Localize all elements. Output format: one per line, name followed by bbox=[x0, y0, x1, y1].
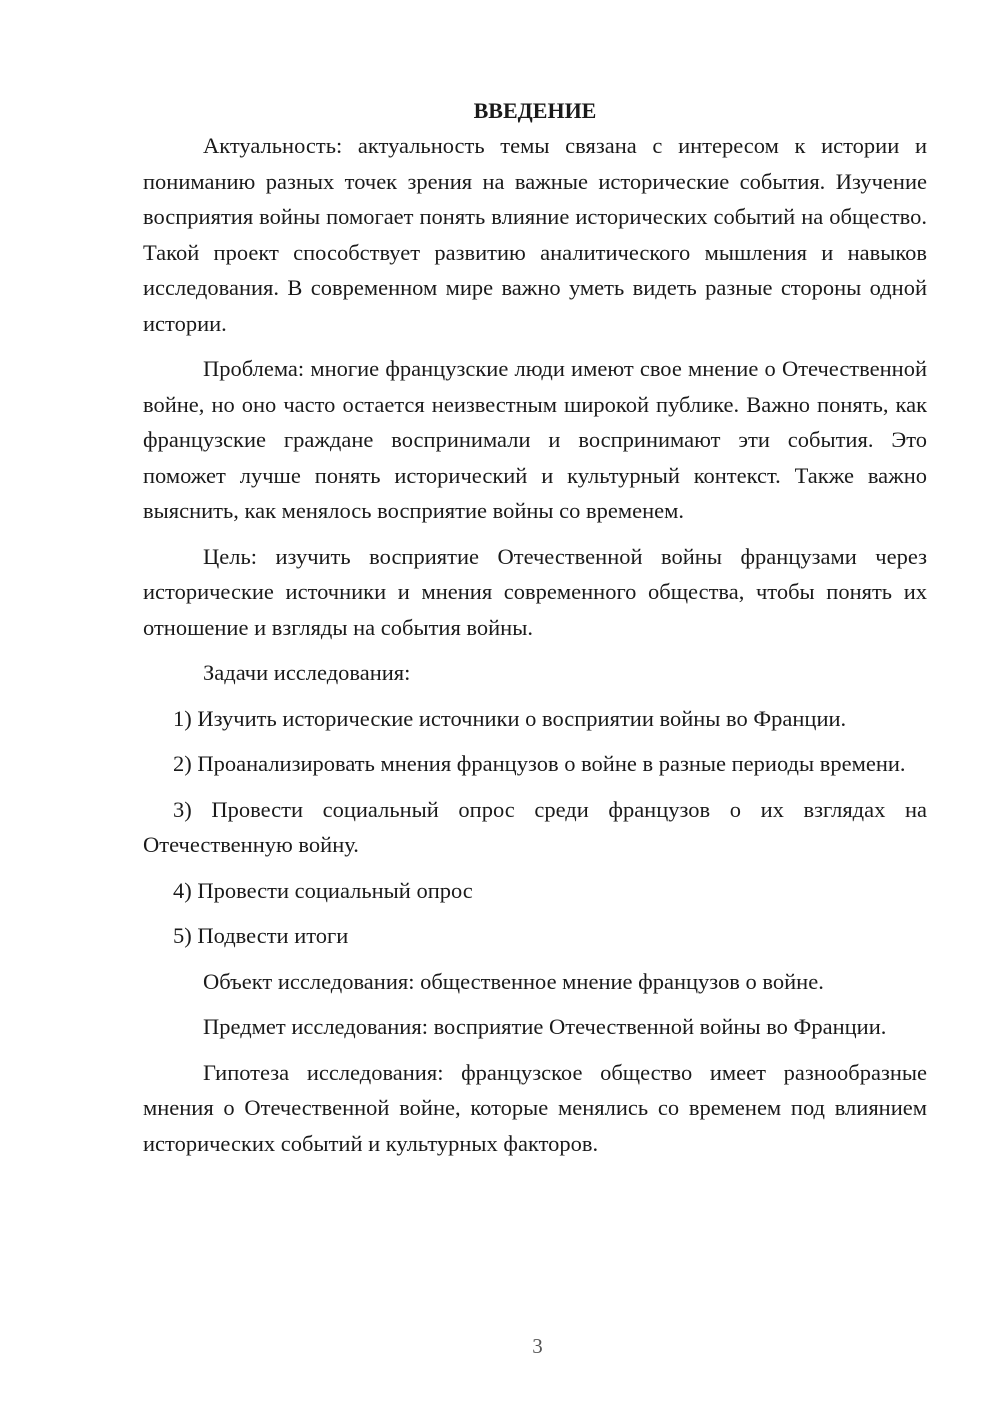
relevance-paragraph: Актуальность: актуальность темы связана с интересом к истории и пониманию разных точек зрения на важные исторические события. Изучение восприятия войны помогает понять влияние исторических событий на общество. Такой проект способствует развитию аналитического мышления и навыков исследования. В современном мире важно уметь видеть разные стороны одной истории. bbox=[143, 133, 927, 336]
page-number: 3 bbox=[532, 1334, 543, 1358]
problem-paragraph: Проблема: многие французские люди имеют свое мнение о Отечественной войне, но оно часто остается неизвестным широкой публике. Важно понять, как французские граждане воспринимали и воспринимают эти события. Это поможет лучше понять исторический и культурный контекст. Также важно выяснить, как менялось восприятие войны со временем. bbox=[143, 356, 927, 523]
hypothesis-paragraph: Гипотеза исследования: французское общество имеет разнообразные мнения о Отечественной войне, которые менялись со временем под влиянием исторических событий и культурных факторов. bbox=[143, 1059, 927, 1156]
task-item: 3) Провести социальный опрос среди французов о их взглядах на Отечественную войну. bbox=[143, 796, 927, 857]
tasks-heading: Задачи исследования: bbox=[203, 660, 411, 685]
subject-paragraph: Предмет исследования: восприятие Отечественной войны во Франции. bbox=[203, 1014, 887, 1039]
section-heading: ВВЕДЕНИЕ bbox=[473, 98, 597, 123]
task-item: 2) Проанализировать мнения французов о войне в разные периоды времени. bbox=[173, 751, 906, 776]
task-item: 5) Подвести итоги bbox=[173, 923, 349, 948]
task-item: 1) Изучить исторические источники о восприятии войны во Франции. bbox=[173, 705, 847, 731]
document-body bbox=[143, 94, 927, 1161]
object-paragraph: Объект исследования: общественное мнение французов о войне. bbox=[203, 968, 824, 994]
task-item: 4) Провести социальный опрос bbox=[173, 877, 473, 903]
goal-paragraph: Цель: изучить восприятие Отечественной войны французами через исторические источники и мнения современного общества, чтобы понять их отношение и взгляды на события войны. bbox=[143, 543, 927, 640]
